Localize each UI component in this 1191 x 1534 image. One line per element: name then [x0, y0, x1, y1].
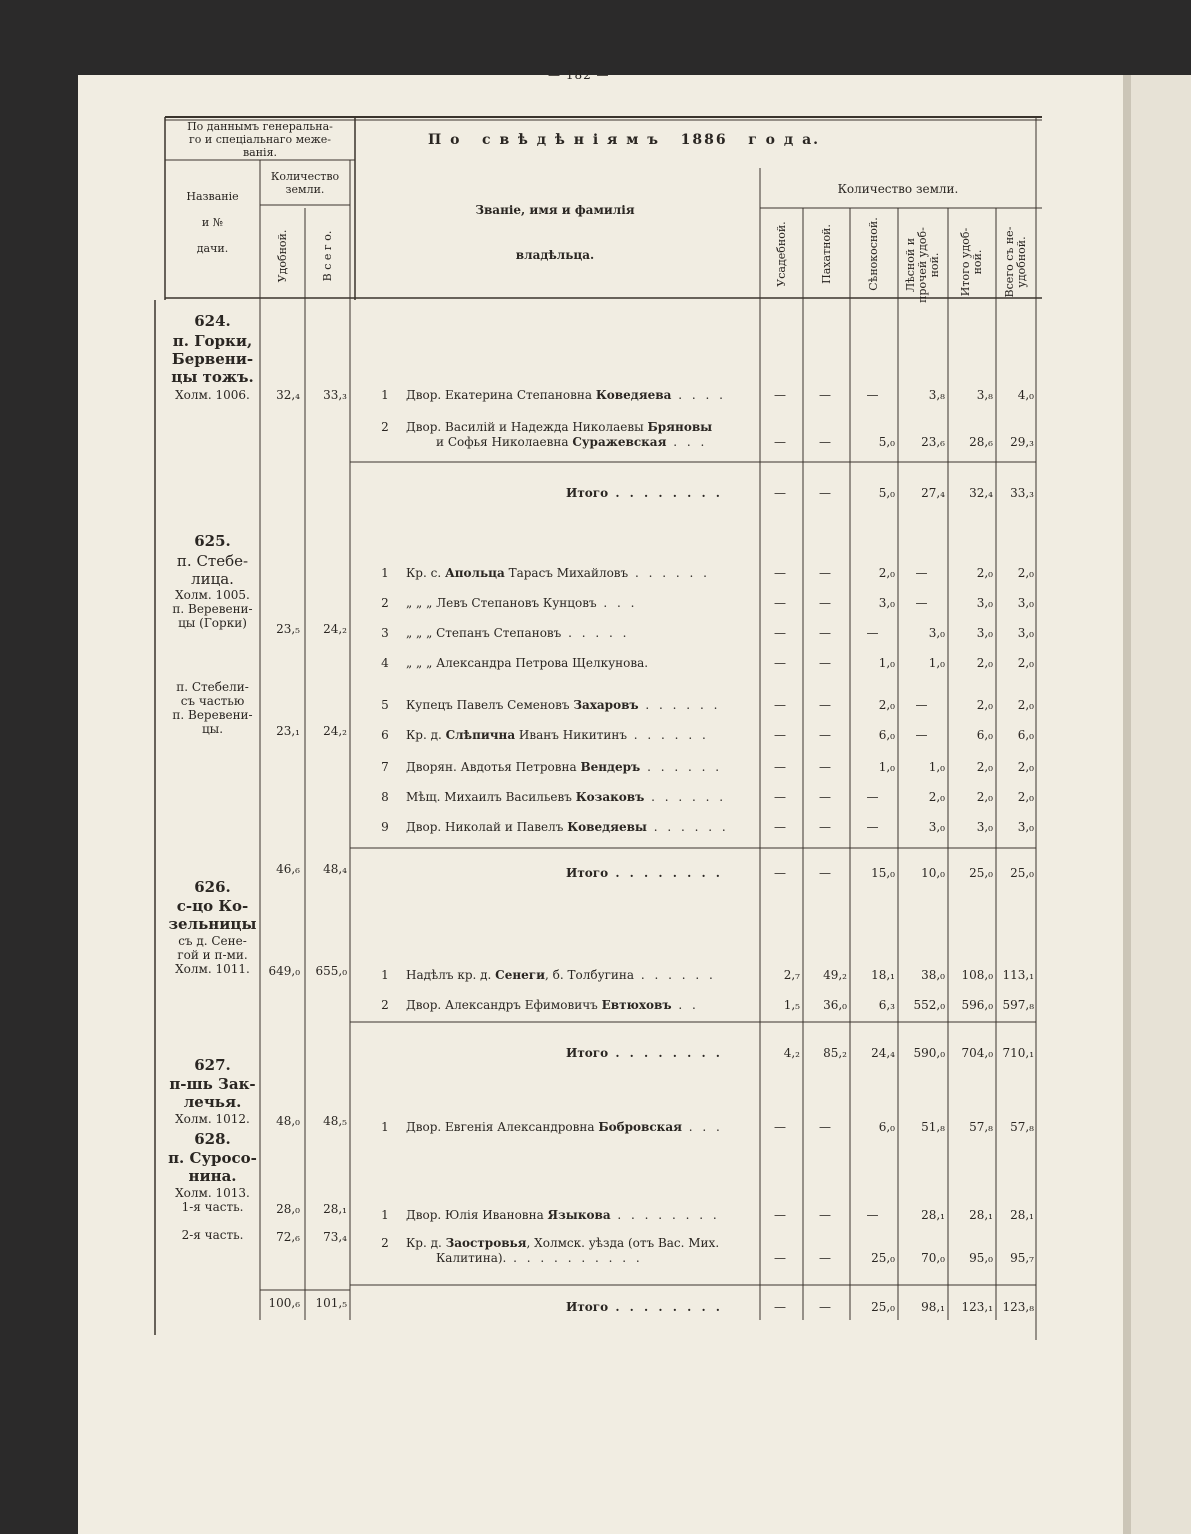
owner-tail: . . . . . .: [640, 760, 723, 774]
dacha-628-name: п. Суросо- нина.: [168, 1149, 257, 1185]
cell-iu: 3,₀: [976, 596, 993, 610]
owner-tail: . . . . . .: [644, 790, 727, 804]
owner-bold: Захаровъ: [573, 698, 639, 712]
owner-owner: Двор. Василій и Надежда Николаевы: [406, 420, 648, 434]
row-number: 1: [381, 566, 389, 580]
owner-tail: . . . . . .: [638, 698, 721, 712]
owner-tail: . . . . . . . . . .: [506, 1251, 643, 1265]
dacha-625-total-vsego: 48,₄: [323, 862, 347, 876]
cell-us: —: [774, 626, 786, 640]
cell-vs: 597,₈: [1002, 998, 1034, 1012]
dacha-628-sub: Холм. 1013.: [175, 1186, 250, 1200]
owner-tail: . . . . . .: [634, 968, 716, 982]
cell-se: —: [866, 820, 879, 834]
cell-us: —: [774, 1251, 786, 1265]
owner-owner: „ „ „ Левъ Степановъ Кунцовъ: [406, 596, 597, 610]
cell-le: 10,₀: [921, 866, 945, 880]
cell-us: 1,₅: [783, 998, 800, 1012]
cell-se: —: [866, 388, 879, 402]
row-number: 9: [381, 820, 389, 834]
cell-vs: 2,₀: [1017, 698, 1034, 712]
owner-bold: Вендеръ: [580, 760, 641, 774]
dacha-627-vsego: 48,₅: [323, 1114, 347, 1128]
cell-vs: 33,₃: [1010, 486, 1034, 500]
owner-owner-b: , Холмск. уѣзда (отъ Вас. Мих.: [526, 1236, 720, 1250]
cell-us: —: [774, 1300, 786, 1314]
owner-name: [406, 698, 720, 712]
cell-vs: 28,₁: [1010, 1208, 1034, 1222]
row-number: 1: [381, 1120, 389, 1134]
owner-owner-b: Тарасъ Михайловъ: [504, 566, 629, 580]
owner-owner-b: , б. Толбугина: [545, 968, 635, 982]
header-right-group: П о с в ѣ д ѣ н і я м ъ 1886 г о д а.: [428, 132, 821, 148]
owner-bold2: Суражевская: [572, 435, 667, 449]
cell-le: 38,₀: [921, 968, 945, 982]
cell-iu: 2,₀: [976, 566, 993, 580]
itogo-text: Итого: [566, 1300, 609, 1314]
cell-le: 1,₀: [928, 656, 945, 670]
owner-owner: Двор. Александръ Ефимовичъ: [406, 998, 602, 1012]
cell-iu: 2,₀: [976, 656, 993, 670]
header-itogo-udob: Итого удоб- ной.: [959, 227, 984, 297]
cell-le: 27,₄: [921, 486, 945, 500]
header-usadebnoi: Усадебной.: [775, 221, 788, 287]
cell-us: —: [774, 866, 786, 880]
cell-vs: 25,₀: [1010, 866, 1034, 880]
owner-line2: и Софья Николаевна: [436, 435, 573, 449]
cell-vs: 3,₀: [1017, 626, 1034, 640]
owner-name: [406, 388, 726, 402]
cell-se: 18,₁: [871, 968, 895, 982]
owner-tail: . . . .: [671, 388, 726, 402]
owner-tail: . . .: [596, 596, 638, 610]
owner-bold: Коведяевы: [567, 820, 647, 834]
row-number: 6: [381, 728, 389, 742]
cell-pa: —: [819, 1120, 831, 1134]
owner-owner: Кр. д.: [406, 728, 446, 742]
cell-us: 2,₇: [783, 968, 800, 982]
cell-us: —: [774, 1120, 786, 1134]
cell-iu: 57,₈: [969, 1120, 993, 1134]
dacha-628-num: 628.: [194, 1130, 231, 1148]
owner-name: [406, 820, 729, 834]
owner-name: [406, 566, 710, 580]
dacha-625b-name: п. Стебели- съ частью п. Веревени- цы.: [172, 680, 253, 736]
owner-tail: . . . . . .: [626, 728, 709, 742]
owner-line2: Калитина).: [436, 1251, 507, 1265]
cell-pa: —: [819, 698, 831, 712]
cell-us: —: [774, 790, 786, 804]
header-udobnoi: Удобной.: [276, 229, 289, 283]
cell-se: 3,₀: [878, 596, 895, 610]
cell-iu: 704,₀: [961, 1046, 993, 1060]
dacha-626-udob: 649,₀: [268, 964, 300, 978]
dacha-628-udob2: 72,₆: [276, 1230, 300, 1244]
dacha-628-udob1: 28,₀: [276, 1202, 300, 1216]
cell-le: —: [915, 728, 928, 742]
cell-se: 6,₀: [878, 728, 895, 742]
owner-name-line2: [436, 1251, 643, 1265]
cell-iu: 28,₆: [969, 435, 993, 449]
cell-vs: 710,₁: [1002, 1046, 1034, 1060]
itogo-text: Итого: [566, 486, 609, 500]
owner-owner: Мѣщ. Михаилъ Васильевъ: [406, 790, 576, 804]
header-vsego: В с е г о.: [321, 230, 334, 282]
owner-name: [406, 656, 648, 670]
owner-name: [406, 1120, 723, 1134]
cell-us: —: [774, 486, 786, 500]
dacha-624-vsego: 33,₃: [323, 388, 347, 402]
cell-us: 4,₂: [783, 1046, 800, 1060]
cell-iu: 2,₀: [976, 698, 993, 712]
cell-se: 5,₀: [878, 435, 895, 449]
row-number: 7: [381, 760, 389, 774]
owner-name: [406, 420, 712, 434]
owner-bold: Слѣпична: [445, 728, 516, 742]
page-number: — 182 —: [548, 68, 610, 82]
owner-name: [406, 1236, 719, 1250]
owner-name: [406, 968, 716, 982]
cell-pa: —: [819, 596, 831, 610]
cell-us: —: [774, 566, 786, 580]
cell-se: 25,₀: [871, 1300, 895, 1314]
row-number: 2: [381, 596, 389, 610]
owner-owner: Кр. д.: [406, 1236, 446, 1250]
cell-iu: 108,₀: [961, 968, 993, 982]
cell-pa: —: [819, 1208, 831, 1222]
cell-pa: —: [819, 388, 831, 402]
owner-owner: Двор. Евгенія Александровна: [406, 1120, 599, 1134]
header-lesnoi: Лѣсной и прочей удоб- ной.: [904, 227, 941, 303]
owner-tail: . . .: [681, 1120, 723, 1134]
header-left-group: По даннымъ генеральна- го и спеціальнаго меже- ванія.: [187, 120, 333, 159]
cell-iu: 2,₀: [976, 790, 993, 804]
cell-pa: —: [819, 820, 831, 834]
cell-vs: 3,₀: [1017, 596, 1034, 610]
row-number: 2: [381, 420, 389, 434]
cell-pa: —: [819, 728, 831, 742]
dacha-625-name: п. Стебе- лица.: [176, 552, 249, 588]
owner-tail: . . . . . .: [646, 820, 729, 834]
dacha-624-udob: 32,₄: [276, 388, 300, 402]
cell-se: 6,₃: [878, 998, 895, 1012]
itogo-label: [566, 486, 723, 500]
owner-bold: Евтюховъ: [601, 998, 672, 1012]
owner-tail: . .: [671, 998, 699, 1012]
owner-owner: Двор. Екатерина Степановна: [406, 388, 596, 402]
cell-se: 6,₀: [878, 1120, 895, 1134]
cell-pa: 85,₂: [823, 1046, 847, 1060]
cell-iu: 123,₁: [961, 1300, 993, 1314]
header-name-col: Названіе и № дачи.: [186, 190, 239, 255]
dacha-625-sub: Холм. 1005.: [175, 588, 250, 602]
cell-pa: 36,₀: [823, 998, 847, 1012]
cell-le: 3,₈: [928, 388, 945, 402]
cell-pa: —: [819, 866, 831, 880]
cell-iu: 95,₀: [969, 1251, 993, 1265]
cell-vs: 29,₃: [1010, 435, 1034, 449]
row-number: 1: [381, 388, 389, 402]
dacha-628-udob-total: 100,₆: [268, 1296, 300, 1310]
cell-le: 2,₀: [928, 790, 945, 804]
owner-tail: . . .: [666, 435, 708, 449]
owner-name: [406, 596, 637, 610]
owner-bold: Бобровская: [598, 1120, 682, 1134]
cell-iu: 25,₀: [969, 866, 993, 880]
cell-se: —: [866, 1208, 879, 1222]
cell-us: —: [774, 388, 786, 402]
owner-name: [406, 626, 629, 640]
header-owner-2: владѣльца.: [515, 248, 595, 262]
cell-le: 552,₀: [913, 998, 945, 1012]
dacha-627-udob: 48,₀: [276, 1114, 300, 1128]
owner-tail: . . . . . . . .: [610, 1208, 720, 1222]
owner-tail: . . . . . .: [628, 566, 710, 580]
cell-le: 590,₀: [913, 1046, 945, 1060]
cell-le: —: [915, 698, 928, 712]
row-number: 4: [381, 656, 389, 670]
row-number: 2: [381, 998, 389, 1012]
row-number: 8: [381, 790, 389, 804]
cell-vs: 95,₇: [1010, 1251, 1034, 1265]
cell-se: —: [866, 626, 879, 640]
cell-pa: —: [819, 486, 831, 500]
dacha-626-num: 626.: [194, 878, 231, 896]
cell-se: 5,₀: [878, 486, 895, 500]
leader-dots: . . . . . . . .: [608, 486, 723, 500]
cell-us: —: [774, 728, 786, 742]
cell-pa: —: [819, 760, 831, 774]
owner-bold: Апольца: [444, 566, 505, 580]
cell-se: 1,₀: [878, 656, 895, 670]
owner-tail: . . . . .: [561, 626, 630, 640]
cell-vs: 6,₀: [1017, 728, 1034, 742]
cell-pa: —: [819, 790, 831, 804]
binding-gap: [1123, 75, 1131, 1534]
cell-se: —: [866, 790, 879, 804]
cell-iu: 596,₀: [961, 998, 993, 1012]
cell-iu: 3,₈: [976, 388, 993, 402]
header-qty-col-right: Количество земли.: [837, 182, 959, 196]
owner-owner: „ „ „ Александра Петрова Щелкунова.: [406, 656, 649, 670]
dacha-626-name: с-цо Ко- зельницы: [168, 897, 257, 933]
leader-dots: . . . . . . . .: [608, 866, 723, 880]
owner-name: [406, 728, 709, 742]
owner-bold: Языкова: [547, 1208, 611, 1222]
cell-us: —: [774, 820, 786, 834]
itogo-label: [566, 1046, 723, 1060]
cell-vs: 57,₈: [1010, 1120, 1034, 1134]
leader-dots: . . . . . . . .: [608, 1300, 723, 1314]
cell-us: —: [774, 435, 786, 449]
cell-pa: —: [819, 656, 831, 670]
cell-iu: 3,₀: [976, 820, 993, 834]
cell-vs: 123,₈: [1002, 1300, 1034, 1314]
cell-le: —: [915, 566, 928, 580]
owner-bold: Коведяева: [595, 388, 672, 402]
cell-iu: 6,₀: [976, 728, 993, 742]
dacha-628-vsego1: 28,₁: [323, 1202, 347, 1216]
cell-le: —: [915, 596, 928, 610]
dacha-626-vsego: 655,₀: [315, 964, 347, 978]
owner-owner: Дворян. Авдотья Петровна: [406, 760, 581, 774]
facing-page-edge: [1123, 75, 1191, 1534]
itogo-label: [566, 866, 723, 880]
header-pakhatnoi: Пахатной.: [820, 224, 833, 284]
dacha-628-vsego-total: 101,₅: [315, 1296, 347, 1310]
dacha-628-part2: 2-я часть.: [181, 1228, 244, 1242]
cell-le: 51,₈: [921, 1120, 945, 1134]
cell-pa: —: [819, 435, 831, 449]
owner-bold: Бряновы: [647, 420, 713, 434]
cell-pa: —: [819, 1300, 831, 1314]
dacha-624-num: 624.: [194, 312, 231, 330]
dacha-625-udob: 23,₅: [276, 622, 300, 636]
row-number: 1: [381, 1208, 389, 1222]
owner-name-line2: [436, 435, 707, 449]
owner-owner-b: Иванъ Никитинъ: [515, 728, 627, 742]
header-senokosnoi: Сѣнокосной.: [867, 217, 880, 291]
header-owner-1: Званіе, имя и фамилія: [475, 203, 635, 217]
cell-pa: —: [819, 626, 831, 640]
cell-us: —: [774, 698, 786, 712]
owner-owner: Надѣлъ кр. д.: [406, 968, 496, 982]
cell-pa: —: [819, 566, 831, 580]
dacha-627-num: 627.: [194, 1056, 231, 1074]
cell-le: 1,₀: [928, 760, 945, 774]
cell-pa: 49,₂: [823, 968, 847, 982]
header-qty-col-left: Количество земли.: [270, 170, 340, 196]
row-number: 1: [381, 968, 389, 982]
cell-us: —: [774, 760, 786, 774]
cell-le: 28,₁: [921, 1208, 945, 1222]
cell-se: 15,₀: [871, 866, 895, 880]
cell-se: 2,₀: [878, 698, 895, 712]
owner-owner: Купецъ Павелъ Семеновъ: [406, 698, 574, 712]
dacha-628-part1: 1-я часть.: [181, 1200, 244, 1214]
cell-iu: 3,₀: [976, 626, 993, 640]
owner-owner: Двор. Юлія Ивановна: [406, 1208, 548, 1222]
owner-bold: Сенеги: [495, 968, 546, 982]
owner-owner: „ „ „ Степанъ Степановъ: [406, 626, 562, 640]
cell-se: 1,₀: [878, 760, 895, 774]
cell-iu: 32,₄: [969, 486, 993, 500]
owner-bold: Козаковъ: [575, 790, 645, 804]
cell-vs: 4,₀: [1017, 388, 1034, 402]
cell-vs: 3,₀: [1017, 820, 1034, 834]
cell-vs: 2,₀: [1017, 790, 1034, 804]
itogo-label: [566, 1300, 723, 1314]
itogo-text: Итого: [566, 1046, 609, 1060]
itogo-text: Итого: [566, 866, 609, 880]
row-number: 3: [381, 626, 389, 640]
cell-le: 98,₁: [921, 1300, 945, 1314]
owner-owner: Кр. с.: [406, 566, 445, 580]
cell-us: —: [774, 596, 786, 610]
dacha-628-vsego2: 73,₄: [323, 1230, 347, 1244]
dacha-626-sub: съ д. Сене- гой и п-ми. Холм. 1011.: [175, 934, 250, 976]
cell-le: 23,₆: [921, 435, 945, 449]
cell-se: 24,₄: [871, 1046, 895, 1060]
dacha-625b-vsego: 24,₂: [323, 724, 347, 738]
cell-us: —: [774, 1208, 786, 1222]
dacha-625-total-udob: 46,₆: [276, 862, 300, 876]
owner-name: [406, 790, 726, 804]
owner-owner: Двор. Николай и Павелъ: [406, 820, 568, 834]
cell-le: 3,₀: [928, 820, 945, 834]
owner-name: [406, 998, 699, 1012]
cell-iu: 2,₀: [976, 760, 993, 774]
dacha-627-sub: Холм. 1012.: [175, 1112, 250, 1126]
owner-name: [406, 760, 722, 774]
cell-pa: —: [819, 1251, 831, 1265]
header-vsego-neudob: Всего съ не- удобной.: [1003, 226, 1028, 298]
cell-le: 3,₀: [928, 626, 945, 640]
row-number: 2: [381, 1236, 389, 1250]
cell-iu: 28,₁: [969, 1208, 993, 1222]
cell-le: 70,₀: [921, 1251, 945, 1265]
cell-se: 25,₀: [871, 1251, 895, 1265]
cell-us: —: [774, 656, 786, 670]
leader-dots: . . . . . . . .: [608, 1046, 723, 1060]
row-number: 5: [381, 698, 389, 712]
cell-se: 2,₀: [878, 566, 895, 580]
dacha-625-name2: п. Веревени- цы (Горки): [172, 602, 253, 630]
cell-vs: 113,₁: [1002, 968, 1034, 982]
dacha-624-name: п. Горки, Бервени- цы тожъ.: [171, 332, 254, 386]
dacha-625b-udob: 23,₁: [276, 724, 300, 738]
owner-bold: Заостровья: [445, 1236, 527, 1250]
cell-vs: 2,₀: [1017, 656, 1034, 670]
cell-vs: 2,₀: [1017, 760, 1034, 774]
dacha-625-num: 625.: [194, 532, 231, 550]
cell-vs: 2,₀: [1017, 566, 1034, 580]
dacha-627-name: п-шь Зак- лечья.: [169, 1075, 256, 1111]
dacha-624-sub: Холм. 1006.: [175, 388, 250, 402]
dacha-625-vsego: 24,₂: [323, 622, 347, 636]
owner-name: [406, 1208, 720, 1222]
